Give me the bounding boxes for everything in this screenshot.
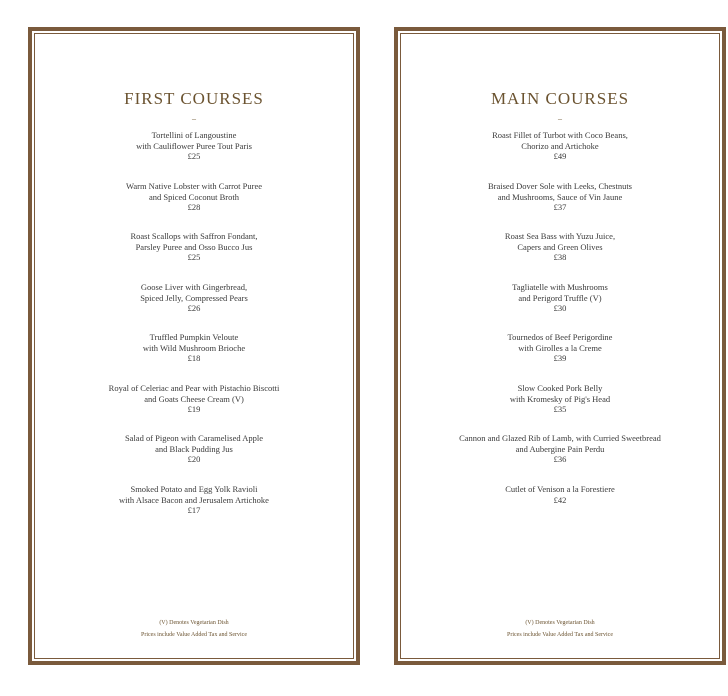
dish-line-2: Parsley Puree and Osso Bucco Jus (135, 241, 253, 252)
dish-line-2: and Mushrooms, Sauce of Vin Jaune (497, 191, 623, 202)
menu-item (32, 181, 356, 213)
menu-item (398, 231, 722, 263)
first-courses-panel (28, 27, 360, 665)
menu-item (32, 484, 356, 516)
menu-item (398, 484, 722, 505)
dish-price: £35 (553, 404, 567, 414)
menu-item (398, 130, 722, 162)
dish-line-1: Salad of Pigeon with Caramelised Apple (124, 433, 264, 443)
menu-item (398, 433, 722, 465)
dish-line-1: Smoked Potato and Egg Yolk Ravioli (130, 484, 258, 494)
dish-line-1: Roast Sea Bass with Yuzu Juice, (504, 231, 616, 241)
dish-price: £26 (187, 303, 201, 313)
dish-price: £19 (187, 404, 201, 414)
dish-line-1: Roast Fillet of Turbot with Coco Beans, (492, 130, 628, 140)
main-courses-title: MAIN COURSES (490, 89, 630, 108)
dish-line-2: and Aubergine Pain Perdu (515, 443, 605, 454)
dish-price: £20 (187, 454, 201, 464)
title-divider: – (192, 114, 196, 123)
main-courses-panel (394, 27, 726, 665)
dish-line-2: with Alsace Bacon and Jerusalem Artichoke (119, 494, 269, 505)
menu-item (398, 383, 722, 415)
dish-line-1: Warm Native Lobster with Carrot Puree (126, 181, 262, 191)
dish-line-1: Tournedos of Beef Perigordine (507, 332, 613, 342)
menu-item (398, 181, 722, 213)
dish-line-2: and Black Pudding Jus (155, 443, 233, 454)
dish-line-2: Spiced Jelly, Compressed Pears (140, 292, 248, 303)
dish-line-1: Cutlet of Venison a la Forestiere (505, 484, 615, 494)
dish-line-2: Chorizo and Artichoke (521, 140, 599, 151)
dish-price: £37 (553, 202, 567, 212)
dish-line-1: Cannon and Glazed Rib of Lamb, with Curried Sweetbread (459, 433, 661, 443)
menu-item (32, 130, 356, 162)
dish-line-2: with Girolles a la Creme (518, 342, 602, 353)
dish-line-1: Truffled Pumpkin Veloute (149, 332, 239, 342)
dish-line-1: Tagliatelle with Mushrooms (512, 282, 608, 292)
tax-note: Prices include Value Added Tax and Service (507, 632, 613, 638)
dish-line-2: and Goats Cheese Cream (V) (144, 393, 244, 404)
dish-price: £30 (553, 303, 567, 313)
dish-line-2: Capers and Green Olives (517, 241, 603, 252)
dish-price: £49 (553, 151, 567, 161)
dish-price: £25 (187, 151, 201, 161)
dish-price: £17 (187, 505, 201, 515)
dish-line-1: Goose Liver with Gingerbread, (140, 282, 248, 292)
dish-line-1: Tortellini of Langoustine (151, 130, 237, 140)
dish-line-2: with Wild Mushroom Brioche (142, 342, 246, 353)
vegetarian-note: (V) Denotes Vegetarian Dish (525, 620, 595, 626)
dish-price: £42 (553, 494, 567, 505)
dish-price: £36 (553, 454, 567, 464)
menu-item (32, 282, 356, 314)
menu-item (32, 433, 356, 465)
dish-line-1: Roast Scallops with Saffron Fondant, (130, 231, 258, 241)
dish-price: £38 (553, 252, 567, 262)
first-courses-title: FIRST COURSES (124, 89, 264, 108)
dish-line-1: Braised Dover Sole with Leeks, Chestnuts (487, 181, 632, 191)
vegetarian-note: (V) Denotes Vegetarian Dish (159, 620, 229, 626)
dish-line-1: Royal of Celeriac and Pear with Pistachio Biscotti (108, 383, 280, 393)
dish-price: £18 (187, 353, 201, 363)
menu-item (398, 332, 722, 364)
dish-line-2: and Perigord Truffle (V) (518, 292, 602, 303)
menu-item (32, 332, 356, 364)
dish-line-2: with Kromesky of Pig's Head (509, 393, 611, 404)
menu-item (32, 231, 356, 263)
menu-item (398, 282, 722, 314)
dish-line-2: with Cauliflower Puree Tout Paris (136, 140, 252, 151)
title-divider: – (558, 114, 562, 123)
menu-item (32, 383, 356, 415)
dish-price: £28 (187, 202, 201, 212)
dish-price: £39 (553, 353, 567, 363)
tax-note: Prices include Value Added Tax and Service (141, 632, 247, 638)
dish-price: £25 (187, 252, 201, 262)
dish-line-2: and Spiced Coconut Broth (149, 191, 239, 202)
dish-line-1: Slow Cooked Pork Belly (517, 383, 603, 393)
